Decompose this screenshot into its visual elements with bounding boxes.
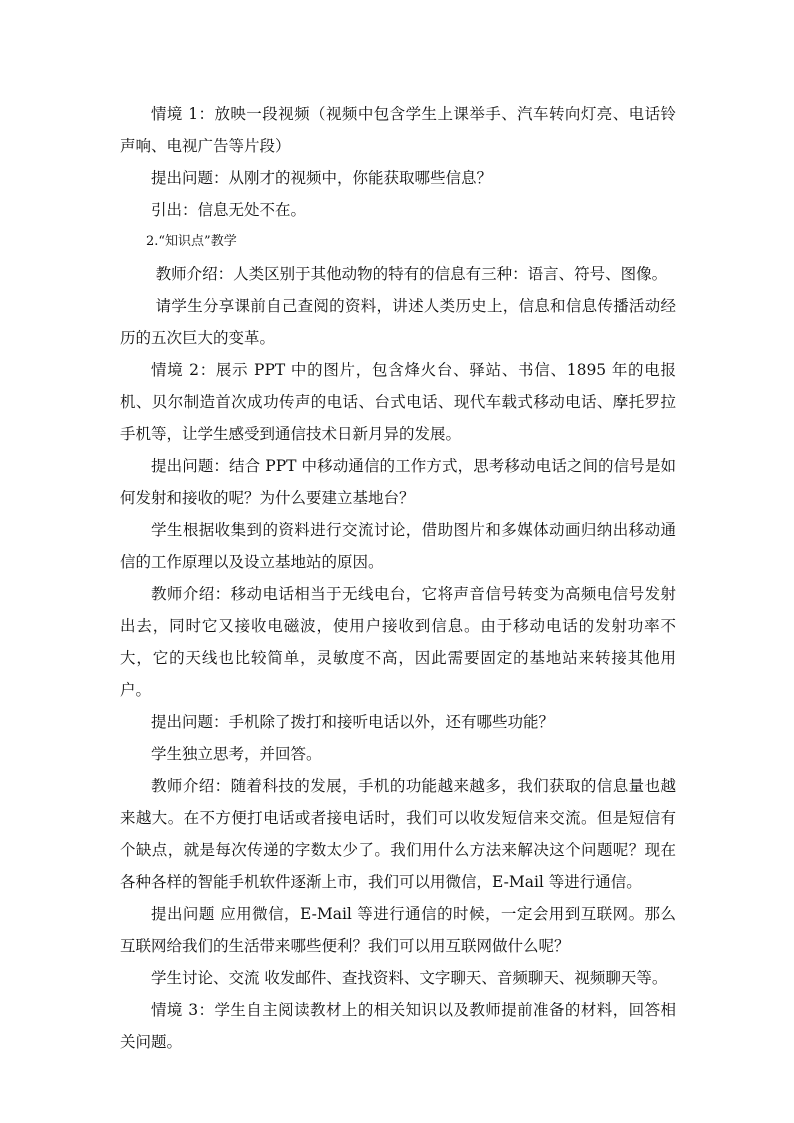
paragraph-teacher-intro-3: 教师介绍：随着科技的发展，手机的功能越来越多，我们获取的信息量也越来越大。在不方便打电话或者接电话时，我们可以收发短信来交流。但是短信有个缺点，就是每次传递的字数太少了。我们用什么方法来解决这个问题呢？现在各种各样的智能手机软件逐渐上市，我们可以用微信，E-Mail 等进行通信。 xyxy=(120,777,676,891)
paragraph-teacher-intro-2: 教师介绍：移动电话相当于无线电台，它将声音信号转变为高频电信号发射出去，同时它又接收电磁波，使用户接收到信息。由于移动电话的发射功率不大，它的天线也比较简单，灵敏度不高，因此需要固定的基地站来转接其他用户。 xyxy=(120,585,676,699)
paragraph-question-4: 提出问题 应用微信，E-Mail 等进行通信的时候，一定会用到互联网。那么互联网给我们的生活带来哪些便利？我们可以用互联网做什么呢？ xyxy=(120,905,676,955)
paragraph-question-1: 提出问题：从刚才的视频中，你能获取哪些信息？ xyxy=(151,169,493,187)
paragraph-student-share: 请学生分享课前自己查阅的资料，讲述人类历史上，信息和信息传播活动经历的五次巨大的变革。 xyxy=(120,297,676,347)
section-heading-knowledge: 2.“知识点”教学 xyxy=(146,234,237,249)
paragraph-scenario-1: 情境 1：放映一段视频（视频中包含学生上课举手、汽车转向灯亮、电话铃声响、电视广告等片段） xyxy=(120,105,676,155)
paragraph-question-2: 提出问题：结合 PPT 中移动通信的工作方式，思考移动电话之间的信号是如何发射和接收的呢？为什么要建立基地台？ xyxy=(120,457,676,507)
paragraph-question-3: 提出问题：手机除了拨打和接听电话以外，还有哪些功能？ xyxy=(151,713,555,731)
paragraph-scenario-3: 情境 3：学生自主阅读教材上的相关知识以及教师提前准备的材料，回答相关问题。 xyxy=(120,1001,676,1051)
paragraph-scenario-2: 情境 2：展示 PPT 中的图片，包含烽火台、驿站、书信、1895 年的电报机、贝尔制造首次成功传声的电话、台式电话、现代车载式移动电话、摩托罗拉手机等，让学生感受到通信技术日新月异的发展。 xyxy=(120,361,676,443)
paragraph-lead-in: 引出：信息无处不在。 xyxy=(151,201,307,219)
paragraph-teacher-intro-1: 教师介绍：人类区别于其他动物的特有的信息有三种：语言、符号、图像。 xyxy=(155,265,668,283)
document-body xyxy=(120,98,676,1058)
paragraph-student-discussion-1: 学生根据收集到的资料进行交流讨论，借助图片和多媒体动画归纳出移动通信的工作原理以及设立基地站的原因。 xyxy=(120,521,676,571)
paragraph-student-think: 学生独立思考，并回答。 xyxy=(151,745,322,763)
paragraph-student-discussion-2: 学生讨论、交流 收发邮件、查找资料、文字聊天、音频聊天、视频聊天等。 xyxy=(151,969,668,987)
